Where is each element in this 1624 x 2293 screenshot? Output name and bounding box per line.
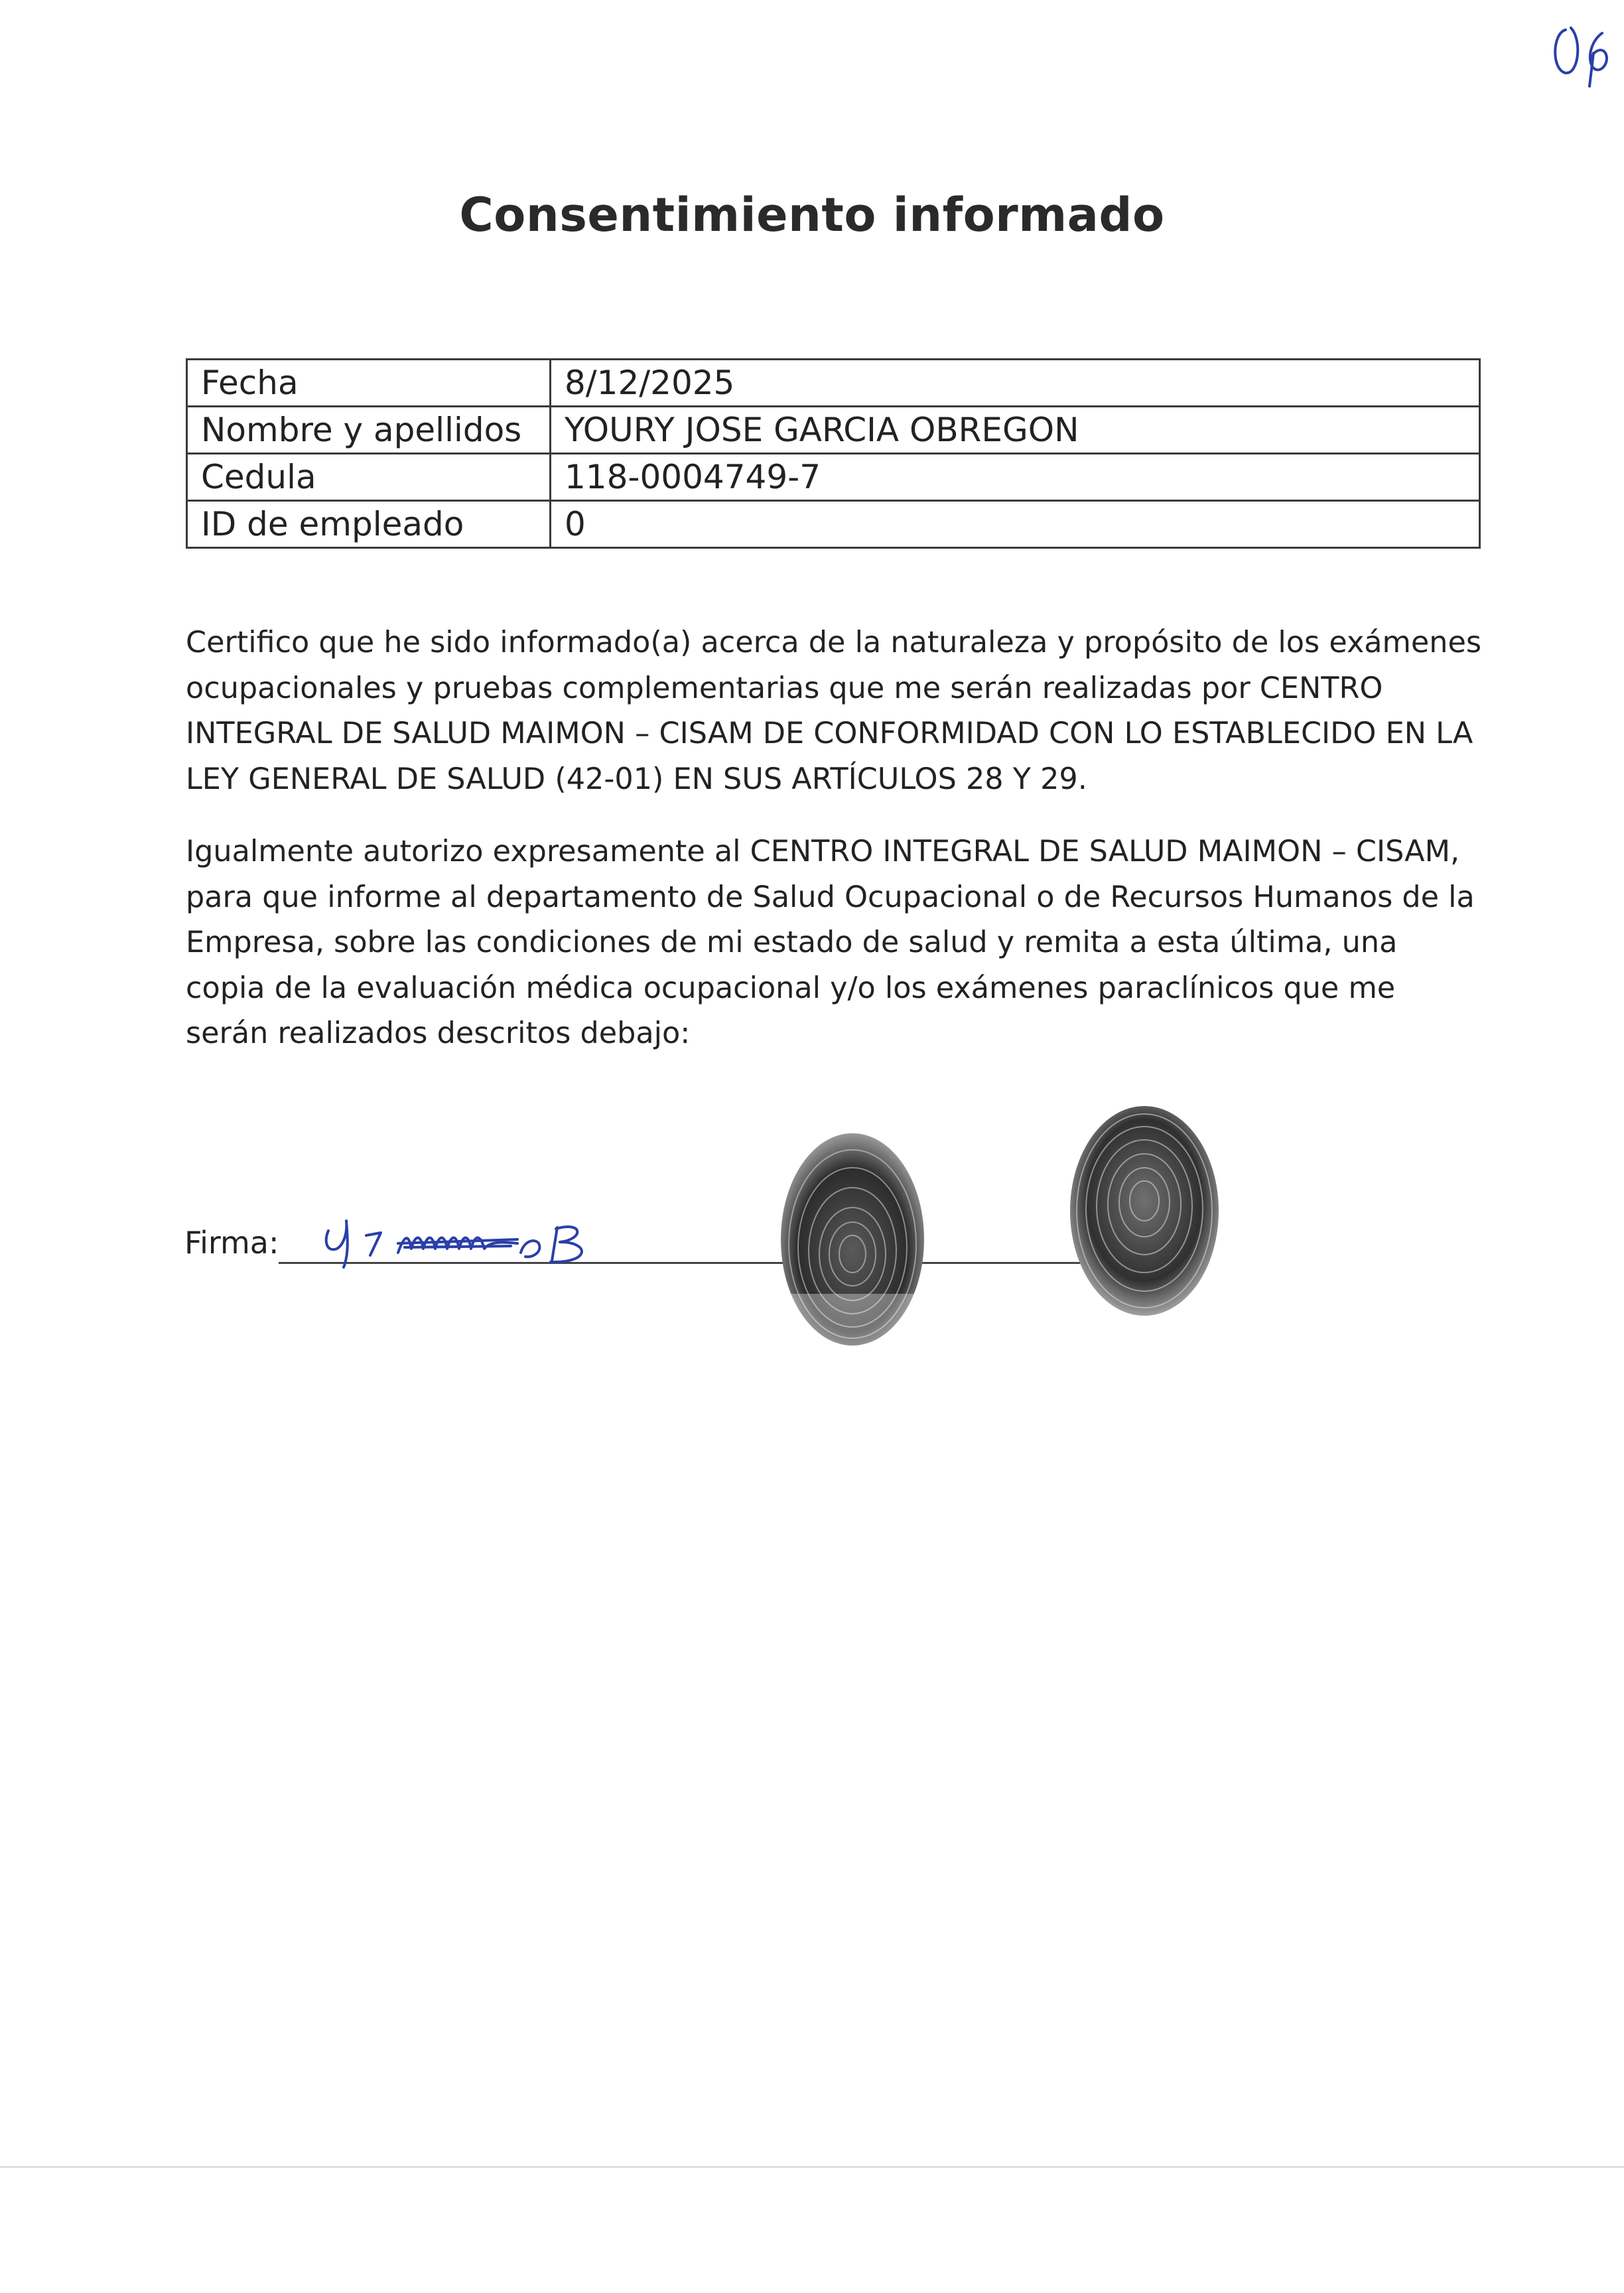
fingerprint-1 <box>776 1128 929 1350</box>
table-row <box>187 501 1480 548</box>
table-row <box>187 454 1480 501</box>
document-title: Consentimiento informado <box>459 188 1165 242</box>
field-label-nombre: Nombre y apellidos <box>187 407 551 454</box>
consent-paragraph-1: Certifico que he sido informado(a) acerca de la naturaleza y propósito de los exámenes ocupacionales y pruebas complementarias que me serán realizadas por CENTRO INTEGRAL DE SALUD MAIMON – CISAM DE CONFORMIDAD CON LO ESTABLECIDO EN LA LEY GENERAL DE SALUD (42-01) EN SUS ARTÍCULOS 28 Y 29. <box>186 626 1482 796</box>
page-number-handwritten <box>1546 13 1619 93</box>
employee-info-table <box>186 358 1481 549</box>
table-row <box>187 407 1480 454</box>
field-value-cedula: 118-0004749-7 <box>551 454 1480 501</box>
field-label-id-empleado: ID de empleado <box>187 501 551 548</box>
signature-label: Firma: <box>184 1225 279 1261</box>
field-value-fecha: 8/12/2025 <box>551 360 1480 407</box>
field-label-fecha: Fecha <box>187 360 551 407</box>
field-value-nombre: YOURY JOSE GARCIA OBREGON <box>551 407 1480 454</box>
handwritten-signature <box>292 1201 650 1274</box>
fingerprint-2 <box>1065 1101 1224 1324</box>
scan-edge-line <box>0 2166 1624 2168</box>
field-label-cedula: Cedula <box>187 454 551 501</box>
field-value-id-empleado: 0 <box>551 501 1480 548</box>
consent-paragraph-2: Igualmente autorizo expresamente al CENTRO INTEGRAL DE SALUD MAIMON – CISAM, para que informe al departamento de Salud Ocupacional o de Recursos Humanos de la Empresa, sobre las condiciones de mi estado de salud y remita a esta última, una copia de la evaluación médica ocupacional y/o los exámenes paraclínicos que me serán realizados descritos debajo: <box>186 835 1475 1050</box>
table-row <box>187 360 1480 407</box>
